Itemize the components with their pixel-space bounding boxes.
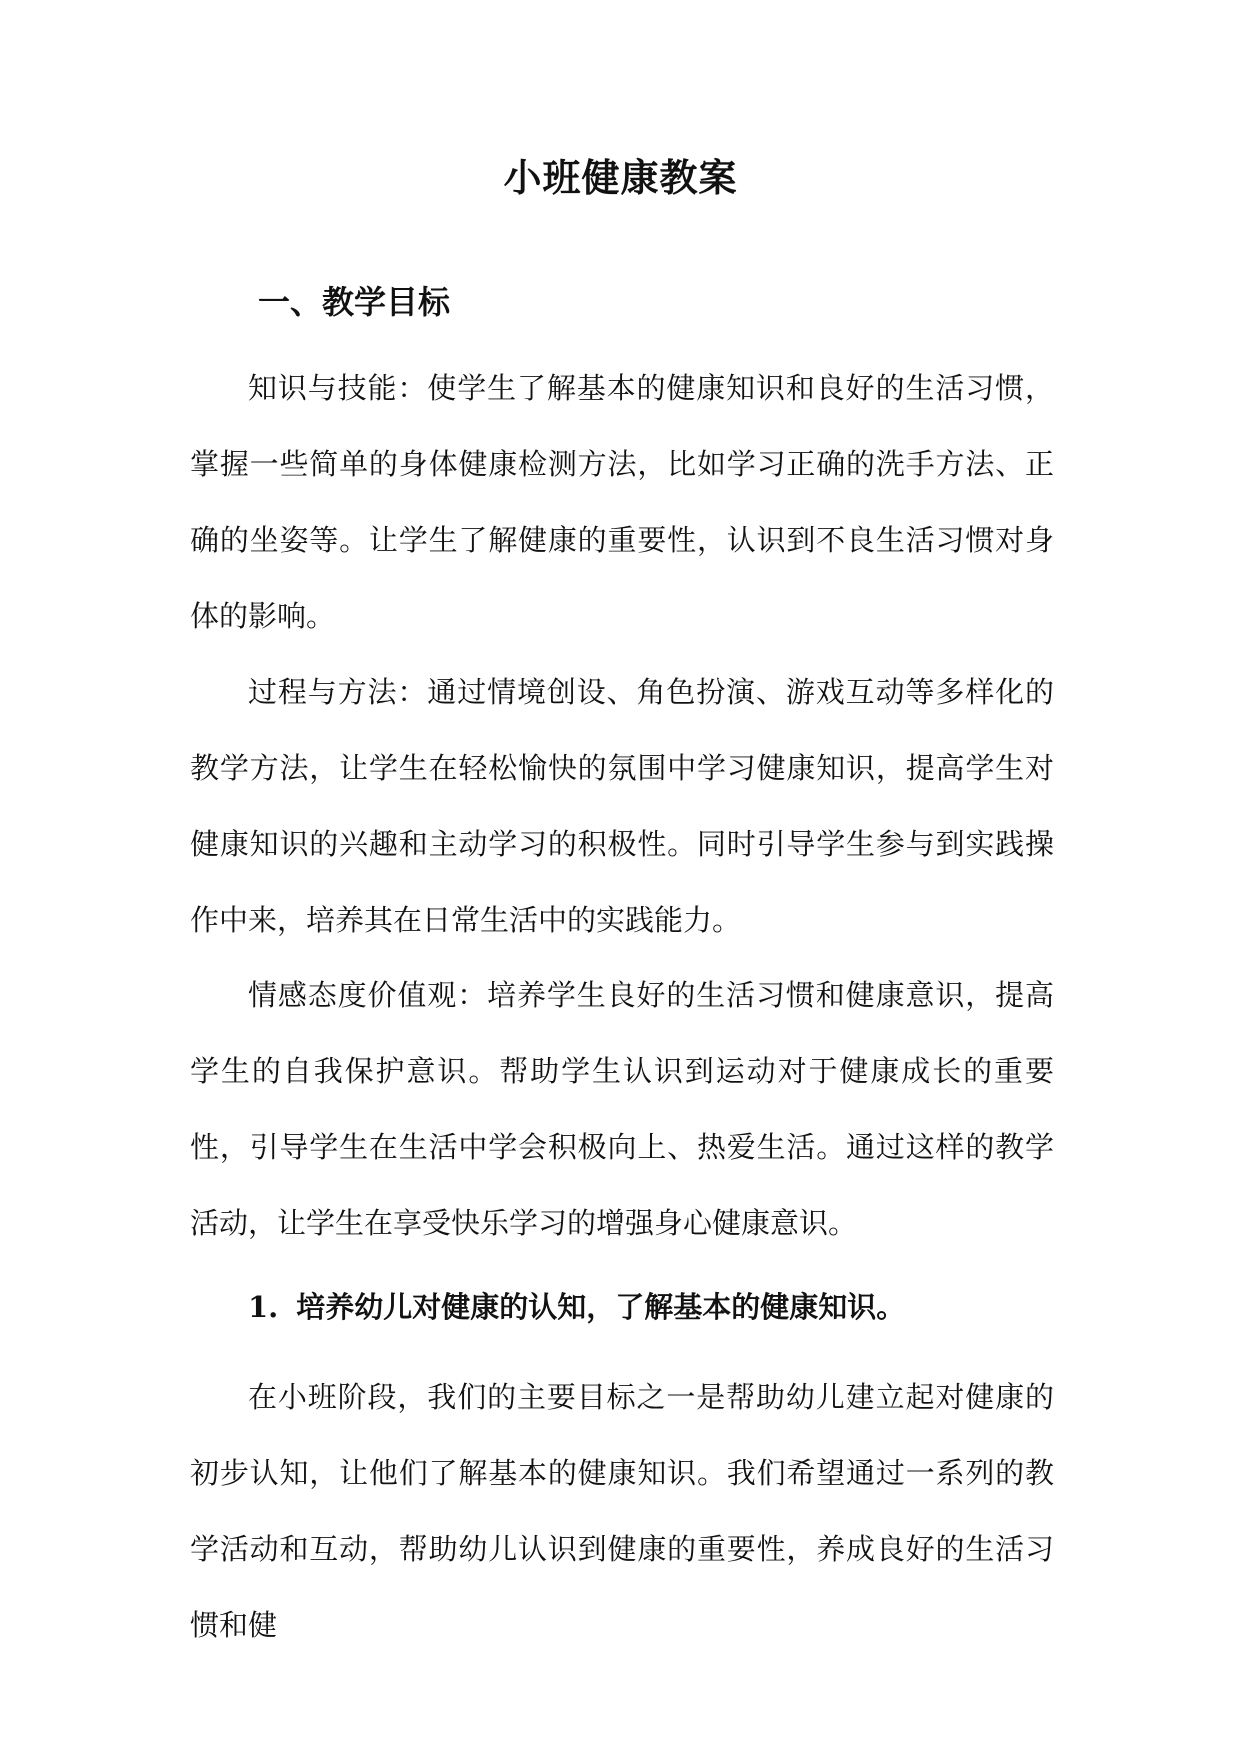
- document-title: 小班健康教案: [503, 155, 738, 200]
- subsection-number: 1.: [248, 1290, 279, 1324]
- paragraph-process-methods: 过程与方法：通过情境创设、角色扮演、游戏互动等多样化的教学方法，让学生在轻松愉快的氛围中学习健康知识，提高学生对健康知识的兴趣和主动学习的积极性。同时引导学生参与到实践操作中来，培养其在日常生活中的实践能力。: [190, 675, 1054, 937]
- subsection-heading-text: 培养幼儿对健康的认知，了解基本的健康知识。: [296, 1290, 906, 1324]
- paragraph-emotional-values: 情感态度价值观：培养学生良好的生活习惯和健康意识，提高学生的自我保护意识。帮助学生认识到运动对于健康成长的重要性，引导学生在生活中学会积极向上、热爱生活。通过这样的教学活动，让学生在享受快乐学习的增强身心健康意识。: [190, 978, 1054, 1240]
- paragraph-small-class-goal: 在小班阶段，我们的主要目标之一是帮助幼儿建立起对健康的初步认知，让他们了解基本的健康知识。我们希望通过一系列的教学活动和互动，帮助幼儿认识到健康的重要性，养成良好的生活习惯和健: [190, 1380, 1054, 1642]
- section-heading-teaching-goals: 一、教学目标: [258, 283, 451, 321]
- subsection-heading-health-cognition: [248, 1283, 905, 1331]
- paragraph-knowledge-skills: 知识与技能：使学生了解基本的健康知识和良好的生活习惯，掌握一些简单的身体健康检测方法，比如学习正确的洗手方法、正确的坐姿等。让学生了解健康的重要性，认识到不良生活习惯对身体的影响。: [190, 371, 1054, 633]
